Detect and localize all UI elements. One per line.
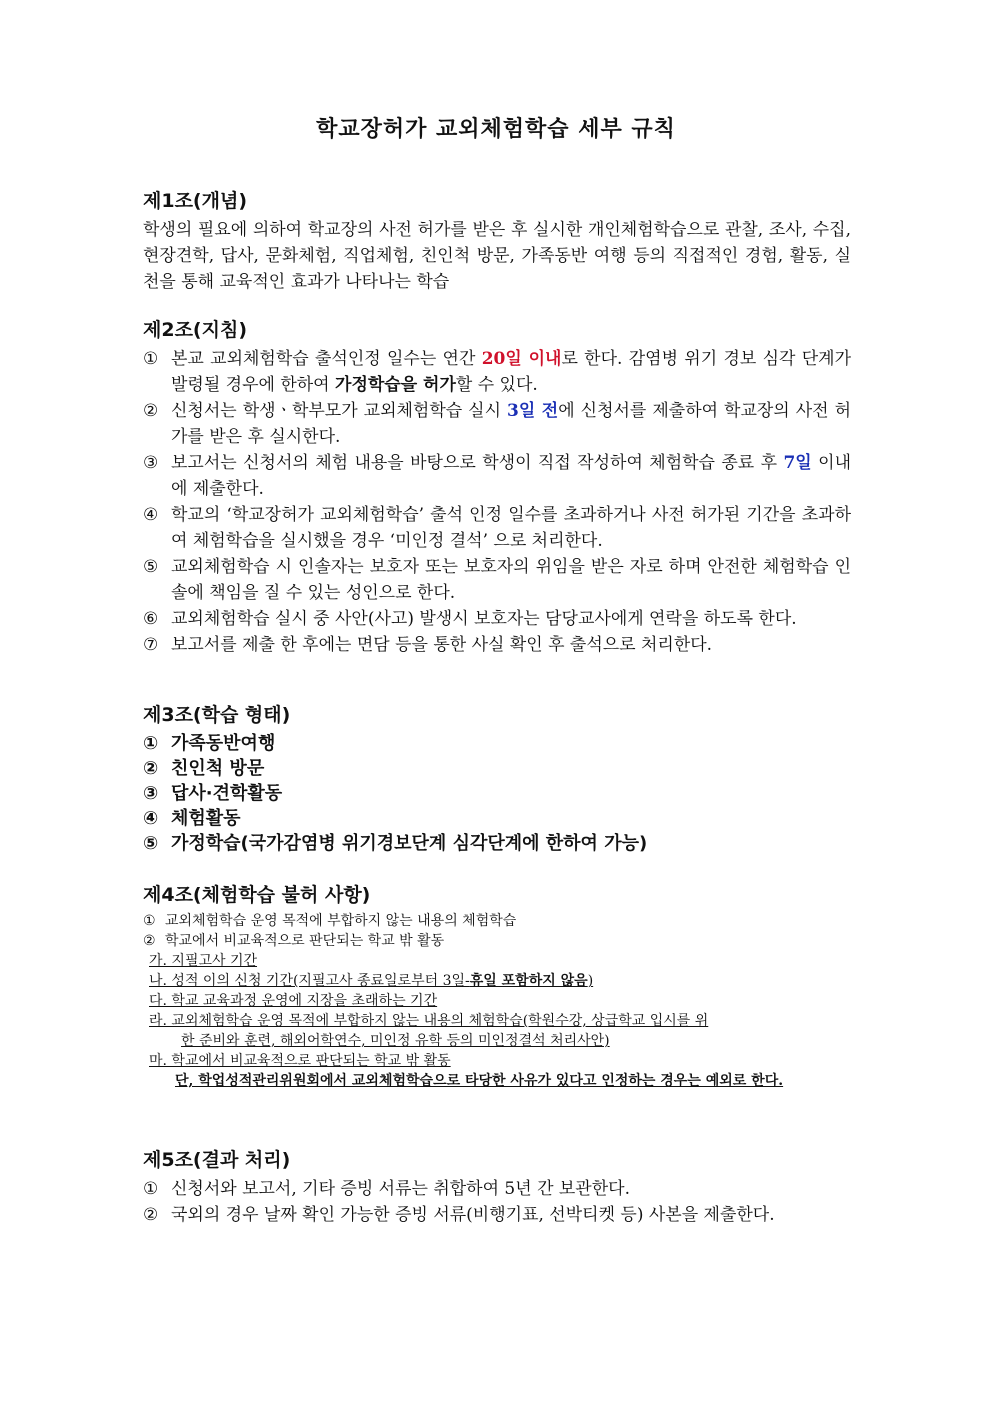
article-2-item-3: ③ 보고서는 신청서의 체험 내용을 바탕으로 학생이 직접 작성하여 체험학습 종료 후 7일 이내에 제출한다. bbox=[143, 453, 851, 499]
article-3-item-1: ① 가족동반여행 bbox=[143, 733, 276, 754]
article-5-heading: 제5조(결과 처리) bbox=[143, 1149, 291, 1171]
article-3-item-3: ③ 답사·견학활동 bbox=[143, 783, 283, 804]
article-2-item-4: ④ 학교의 ‘학교장허가 교외체험학습’ 출석 인정 일수를 초과하거나 사전 허가된 기간을 초과하여 체험학습을 실시했을 경우 ‘미인정 결석’ 으로 처리한다. bbox=[143, 505, 851, 551]
highlight-days: 3일 전 bbox=[507, 401, 559, 421]
page-title: 학교장허가 교외체험학습 세부 규칙 bbox=[316, 117, 676, 142]
article-2-item-6: ⑥ 교외체험학습 실시 중 사안(사고) 발생시 보호자는 담당교사에게 연락을 하도록 한다. bbox=[143, 609, 797, 629]
article-1-body: 학생의 필요에 의하여 학교장의 사전 허가를 받은 후 실시한 개인체험학습으로 관찰, 조사, 수집, 현장견학, 답사, 문화체험, 직업체험, 친인척 방문, 가족동반 여행 등의 직접적인 경험, 활동, 실천을 통해 교육적인 효과가 나타나는 학습 bbox=[143, 220, 851, 292]
article-5-item-1: ① 신청서와 보고서, 기타 증빙 서류는 취합하여 5년 간 보관한다. bbox=[143, 1179, 630, 1199]
article-4 bbox=[143, 880, 851, 1091]
restriction-sub-4: 라. 교외체험학습 운영 목적에 부합하지 않는 내용의 체험학습(학원수강, 상급학교 입시를 위 한 준비와 훈련, 해외어학연수, 미인정 유학 등의 미인정결석 처리사안) bbox=[149, 1013, 709, 1049]
article-3-item-2: ② 친인척 방문 bbox=[143, 758, 265, 779]
restriction-sub-2: 나. 성적 이의 신청 기간(지필고사 종료일로부터 3일-휴일 포함하지 않음) bbox=[149, 973, 594, 989]
article-4-item-1: ① 교외체험학습 운영 목적에 부합하지 않는 내용의 체험학습 bbox=[143, 913, 517, 929]
article-3-heading: 제3조(학습 형태) bbox=[143, 704, 291, 726]
article-5-item-2: ② 국외의 경우 날짜 확인 가능한 증빙 서류(비행기표, 선박티켓 등) 사본을 제출한다. bbox=[143, 1205, 775, 1225]
article-3-item-4: ④ 체험활동 bbox=[143, 808, 241, 829]
restriction-sub-1: 가. 지필고사 기간 bbox=[149, 953, 258, 969]
restriction-exception: 단, 학업성적관리위원회에서 교외체험학습으로 타당한 사유가 있다고 인정하는 경우는 예외로 한다. bbox=[175, 1073, 784, 1089]
article-2-item-2: ② 신청서는 학생ㆍ학부모가 교외체험학습 실시 3일 전에 신청서를 제출하여 학교장의 사전 허가를 받은 후 실시한다. bbox=[143, 401, 851, 447]
article-1 bbox=[143, 186, 851, 295]
restriction-sub-5: 마. 학교에서 비교육적으로 판단되는 학교 밖 활동 bbox=[149, 1053, 451, 1069]
article-2-item-5: ⑤ 교외체험학습 시 인솔자는 보호자 또는 보호자의 위임을 받은 자로 하며 안전한 체험학습 인솔에 책임을 질 수 있는 성인으로 한다. bbox=[143, 557, 851, 603]
article-5 bbox=[143, 1145, 851, 1228]
restriction-sub-3: 다. 학교 교육과정 운영에 지장을 초래하는 기간 bbox=[149, 993, 438, 1009]
article-4-item-2: ② 학교에서 비교육적으로 판단되는 학교 밖 활동 bbox=[143, 933, 445, 949]
article-2-heading: 제2조(지침) bbox=[143, 319, 248, 341]
highlight-days: 20일 이내 bbox=[481, 349, 562, 369]
article-1-heading: 제1조(개념) bbox=[143, 190, 248, 212]
article-4-heading: 제4조(체험학습 불허 사항) bbox=[143, 884, 371, 906]
article-2-item-7: ⑦ 보고서를 제출 한 후에는 면담 등을 통한 사실 확인 후 출석으로 처리한다. bbox=[143, 635, 713, 655]
article-3 bbox=[143, 700, 851, 856]
article-3-item-5: ⑤ 가정학습(국가감염병 위기경보단계 심각단계에 한하여 가능) bbox=[143, 833, 648, 854]
article-2-item-1: ① 본교 교외체험학습 출석인정 일수는 연간 20일 이내로 한다. 감염병 위기 경보 심각 단계가 발령될 경우에 한하여 가정학습을 허가할 수 있다. bbox=[143, 349, 852, 395]
article-2 bbox=[143, 315, 851, 658]
highlight-days: 7일 bbox=[783, 453, 812, 473]
